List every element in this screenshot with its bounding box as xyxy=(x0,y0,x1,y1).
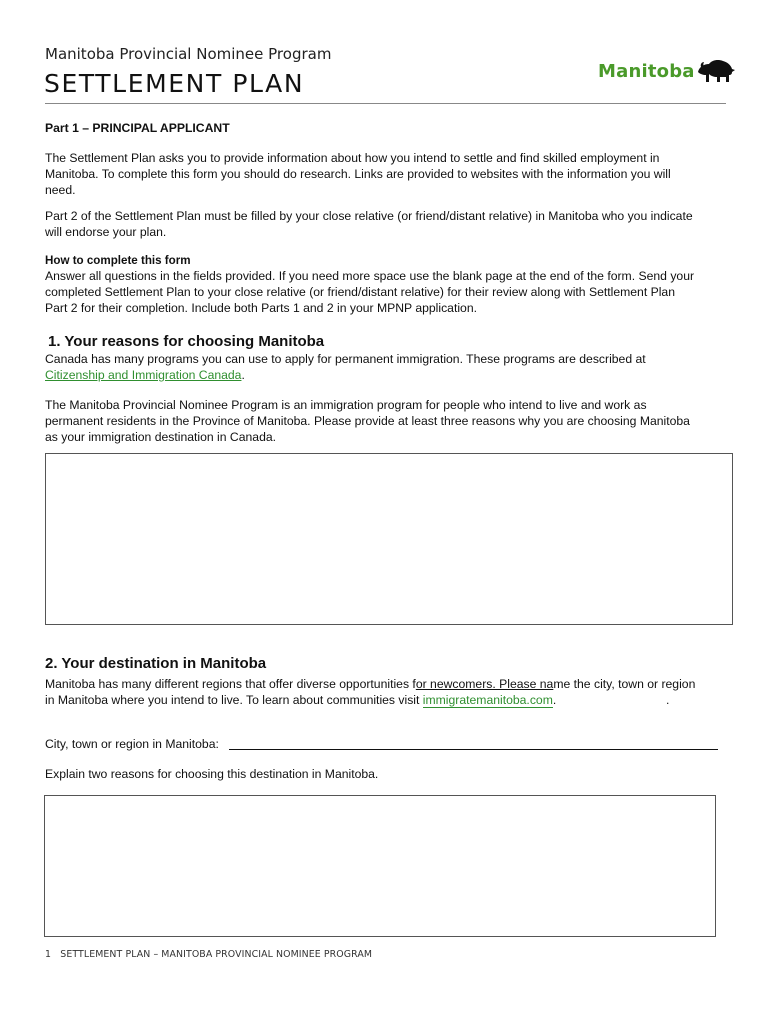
link-period: . xyxy=(552,693,557,707)
page-title: SETTLEMENT PLAN xyxy=(44,69,305,98)
how-to-line: completed Settlement Plan to your close relative (or friend/distant relative) for their review along with Settlement Plan xyxy=(45,285,675,299)
section1-line: Canada has many programs you can use to apply for permanent immigration. These programs are described at xyxy=(45,352,646,366)
destination-reasons-text-field[interactable] xyxy=(44,795,716,937)
how-to-line: Part 2 for their completion. Include both Parts 1 and 2 in your MPNP application. xyxy=(45,301,477,315)
section1-link-line xyxy=(45,367,725,383)
manitoba-logo xyxy=(598,58,736,84)
part2-paragraph xyxy=(45,208,725,240)
page-footer: 1 SETTLEMENT PLAN – MANITOBA PROVINCIAL NOMINEE PROGRAM xyxy=(45,949,373,960)
link-period: . xyxy=(241,368,245,382)
city-label: City, town or region in Manitoba: xyxy=(45,737,219,751)
how-to-line: Answer all questions in the fields provided. If you need more space use the blank page at the end of the form. Send your xyxy=(45,269,695,283)
intro-line: The Settlement Plan asks you to provide information about how you intend to settle and find skilled employment in xyxy=(45,151,660,165)
intro-line: need. xyxy=(45,183,76,197)
cic-link[interactable]: Citizenship and Immigration Canada xyxy=(45,368,242,382)
section2-text: in Manitoba where you intend to live. To learn about communities visit xyxy=(45,693,423,707)
section1-line: The Manitoba Provincial Nominee Program is an immigration program for people who intend to live and work as xyxy=(45,398,647,412)
section2-text: Manitoba has many different regions that offer diverse opportunities f xyxy=(45,677,416,691)
section2-line xyxy=(45,676,735,692)
section2-text: or newcomers. Please na xyxy=(415,677,554,691)
section1-line: permanent residents in the Province of Manitoba. Please provide at least three reasons why you are choosing Manitoba xyxy=(45,414,690,428)
trailing-period: . xyxy=(666,693,670,707)
section2-line xyxy=(45,692,735,708)
part2-line: Part 2 of the Settlement Plan must be filled by your close relative (or friend/distant relative) in Manitoba who you indicate xyxy=(45,209,693,223)
bison-icon xyxy=(696,58,736,84)
section2-heading: 2. Your destination in Manitoba xyxy=(45,655,267,672)
section2-paragraph xyxy=(45,676,735,708)
intro-line: Manitoba. To complete this form you should do research. Links are provided to websites with the information you will xyxy=(45,167,671,181)
header-divider xyxy=(45,103,726,104)
section1-line: as your immigration destination in Canada. xyxy=(45,430,277,444)
part2-line: will endorse your plan. xyxy=(45,225,167,239)
part1-heading: Part 1 – PRINCIPAL APPLICANT xyxy=(45,121,230,135)
immigrate-manitoba-link[interactable]: immigratemanitoba.com xyxy=(422,693,553,707)
logo-wordmark: Manitoba xyxy=(598,60,695,82)
section1-paragraph xyxy=(45,351,725,383)
how-to-paragraph xyxy=(45,268,725,316)
section2-text: me the city, town or region xyxy=(553,677,696,691)
section1-heading: 1. Your reasons for choosing Manitoba xyxy=(48,333,325,350)
intro-paragraph xyxy=(45,150,725,198)
reasons-text-field[interactable] xyxy=(45,453,733,625)
explain-label: Explain two reasons for choosing this destination in Manitoba. xyxy=(45,767,379,781)
how-to-heading: How to complete this form xyxy=(45,254,191,267)
city-input[interactable] xyxy=(229,748,718,750)
program-name: Manitoba Provincial Nominee Program xyxy=(45,45,332,63)
section1-paragraph-2 xyxy=(45,397,725,445)
